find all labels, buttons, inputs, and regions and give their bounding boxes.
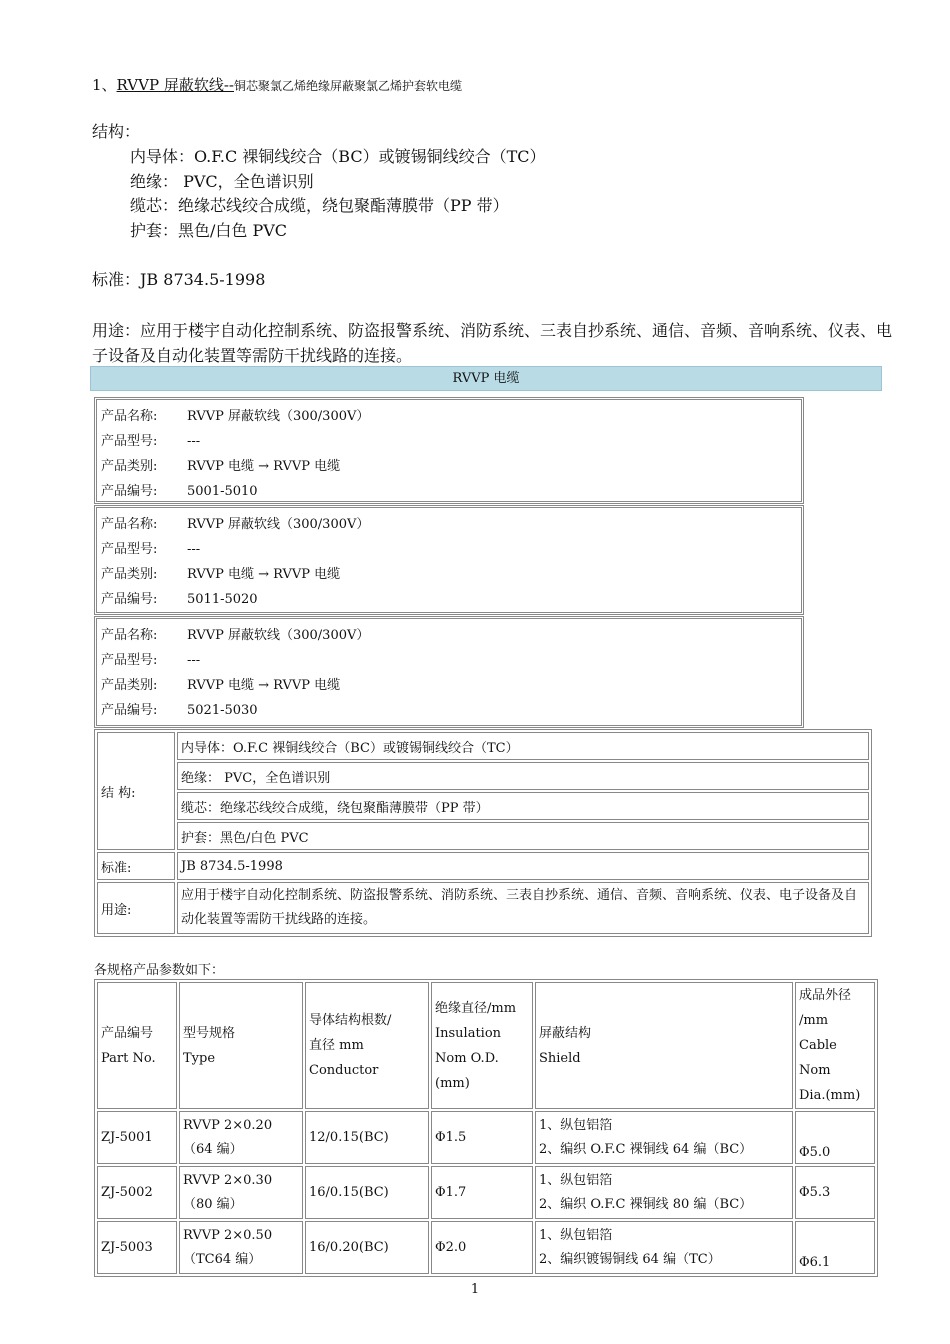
- shield-line: 1、纵包铝箔: [539, 1117, 613, 1133]
- part-no-cell: ZJ-5002: [97, 1166, 177, 1219]
- usage-label: 用途:: [97, 882, 175, 934]
- header-text: 产品编号: [101, 1025, 154, 1041]
- conductor-cell: 16/0.15(BC): [305, 1166, 429, 1219]
- header-insulation: [431, 982, 533, 1109]
- type-cell: [179, 1166, 303, 1219]
- header-cable-od: [795, 982, 875, 1109]
- product-model: ---: [187, 434, 201, 449]
- header-text: Shield: [539, 1050, 581, 1066]
- header-type: [179, 982, 303, 1109]
- conductor-cell: 16/0.20(BC): [305, 1221, 429, 1274]
- standard-value: JB 8734.5-1998: [177, 852, 869, 880]
- structure-line: 绝缘： PVC，全色谱识别: [130, 172, 314, 191]
- heading-subtitle: 铜芯聚氯乙烯绝缘屏蔽聚氯乙烯护套软电缆: [233, 79, 462, 93]
- structure-line: 缆芯：绝缘芯线绞合成缆，绕包聚酯薄膜带（PP 带）: [130, 196, 509, 215]
- od-cell: Φ6.1: [795, 1221, 875, 1274]
- spec-table: [94, 979, 878, 1277]
- shield-line: 2、编织镀锡铜线 64 编（TC）: [539, 1251, 721, 1267]
- type-line: RVVP 2×0.30: [183, 1172, 273, 1188]
- standard-line: 标准：JB 8734.5-1998: [92, 270, 266, 289]
- structure-row: 护套：黑色/白色 PVC: [177, 822, 869, 850]
- document-heading: [92, 74, 462, 95]
- page-number: 1: [470, 1282, 480, 1297]
- type-line: （80 编）: [183, 1196, 243, 1212]
- structure-title: 结构：: [92, 122, 141, 141]
- type-line: RVVP 2×0.50: [183, 1227, 273, 1243]
- shield-line: 1、纵包铝箔: [539, 1227, 613, 1243]
- product-code-label: 产品编号:: [101, 703, 158, 718]
- product-model: ---: [187, 653, 201, 668]
- product-name-label: 产品名称:: [101, 517, 158, 532]
- product-category: RVVP 电缆 → RVVP 电缆: [187, 678, 341, 693]
- product-code: 5001-5010: [187, 484, 258, 499]
- header-conductor: [305, 982, 429, 1109]
- info-table: [94, 729, 872, 937]
- part-no-cell: ZJ-5001: [97, 1111, 177, 1164]
- type-cell: [179, 1221, 303, 1274]
- header-text: 直径 mm: [309, 1038, 364, 1053]
- shield-cell: [535, 1166, 793, 1219]
- product-category-label: 产品类别:: [101, 567, 158, 582]
- shield-line: 1、纵包铝箔: [539, 1172, 613, 1188]
- insulation-cell: Φ2.0: [431, 1221, 533, 1274]
- insulation-cell: Φ1.5: [431, 1111, 533, 1164]
- header-text: Nom O.D.(mm): [435, 1050, 499, 1091]
- product-name-label: 产品名称:: [101, 628, 158, 643]
- header-text: /mm: [799, 1013, 829, 1028]
- header-text: 绝缘直径/mm: [435, 1000, 517, 1016]
- product-model-label: 产品型号:: [101, 434, 158, 449]
- header-text: Dia.(mm): [799, 1088, 861, 1103]
- header-text: Type: [183, 1050, 216, 1066]
- insulation-cell: Φ1.7: [431, 1166, 533, 1219]
- header-text: Cable Nom: [799, 1038, 837, 1078]
- type-cell: [179, 1111, 303, 1164]
- product-code: 5011-5020: [187, 592, 258, 607]
- part-no-cell: ZJ-5003: [97, 1221, 177, 1274]
- structure-label: 结 构:: [97, 732, 175, 850]
- spec-caption: 各规格产品参数如下：: [94, 963, 225, 978]
- header-text: 型号规格: [183, 1025, 236, 1041]
- product-category-label: 产品类别:: [101, 459, 158, 474]
- product-code: 5021-5030: [187, 703, 258, 718]
- conductor-cell: 12/0.15(BC): [305, 1111, 429, 1164]
- product-name-label: 产品名称:: [101, 409, 158, 424]
- table-row: [97, 1166, 875, 1219]
- product-code-label: 产品编号:: [101, 592, 158, 607]
- type-line: RVVP 2×0.20: [183, 1117, 273, 1133]
- od-cell: Φ5.0: [795, 1111, 875, 1164]
- product-model-label: 产品型号:: [101, 542, 158, 557]
- structure-line: 护套：黑色/白色 PVC: [130, 221, 288, 240]
- product-card: [94, 397, 804, 504]
- header-text: 导体结构根数/: [309, 1013, 392, 1028]
- table-row: [97, 1221, 875, 1274]
- header-text: Insulation: [435, 1025, 502, 1041]
- heading-title: RVVP 屏蔽软线--: [116, 76, 234, 94]
- product-category-label: 产品类别:: [101, 678, 158, 693]
- product-code-label: 产品编号:: [101, 484, 158, 499]
- structure-line: 内导体：O.F.C 裸铜线绞合（BC）或镀锡铜线绞合（TC）: [130, 147, 546, 166]
- structure-row: 绝缘： PVC，全色谱识别: [177, 762, 869, 790]
- header-text: Conductor: [309, 1063, 379, 1078]
- header-part-no: [97, 982, 177, 1109]
- structure-row: 内导体：O.F.C 裸铜线绞合（BC）或镀锡铜线绞合（TC）: [177, 732, 869, 760]
- category-band: RVVP 电缆: [90, 366, 882, 391]
- product-name: RVVP 屏蔽软线（300/300V）: [187, 628, 370, 643]
- table-row: [97, 1111, 875, 1164]
- product-name: RVVP 屏蔽软线（300/300V）: [187, 517, 370, 532]
- type-line: （TC64 编）: [183, 1251, 262, 1267]
- header-text: 屏蔽结构: [539, 1025, 592, 1041]
- shield-line: 2、编织 O.F.C 裸铜线 64 编（BC）: [539, 1141, 753, 1157]
- usage-value: 应用于楼宇自动化控制系统、防盗报警系统、消防系统、三表自抄系统、通信、音频、音响系统、仪表、电子设备及自动化装置等需防干扰线路的连接。: [177, 882, 869, 934]
- header-shield: [535, 982, 793, 1109]
- shield-cell: [535, 1111, 793, 1164]
- product-category: RVVP 电缆 → RVVP 电缆: [187, 459, 341, 474]
- shield-cell: [535, 1221, 793, 1274]
- shield-line: 2、编织 O.F.C 裸铜线 80 编（BC）: [539, 1196, 753, 1212]
- product-card: [94, 616, 804, 728]
- type-line: （64 编）: [183, 1141, 243, 1157]
- od-cell: Φ5.3: [795, 1166, 875, 1219]
- product-name: RVVP 屏蔽软线（300/300V）: [187, 409, 370, 424]
- product-model-label: 产品型号:: [101, 653, 158, 668]
- product-card: [94, 505, 804, 615]
- header-text: Part No.: [101, 1050, 156, 1066]
- header-text: 成品外径: [799, 988, 852, 1003]
- standard-label: 标准:: [97, 852, 175, 880]
- product-category: RVVP 电缆 → RVVP 电缆: [187, 567, 341, 582]
- heading-number: 1、: [92, 76, 117, 94]
- product-model: ---: [187, 542, 201, 557]
- structure-row: 缆芯：绝缘芯线绞合成缆，绕包聚酯薄膜带（PP 带）: [177, 792, 869, 820]
- usage-line: 用途：应用于楼宇自动化控制系统、防盗报警系统、消防系统、三表自抄系统、通信、音频、音响系统、仪表、电子设备及自动化装置等需防干扰线路的连接。: [92, 321, 893, 365]
